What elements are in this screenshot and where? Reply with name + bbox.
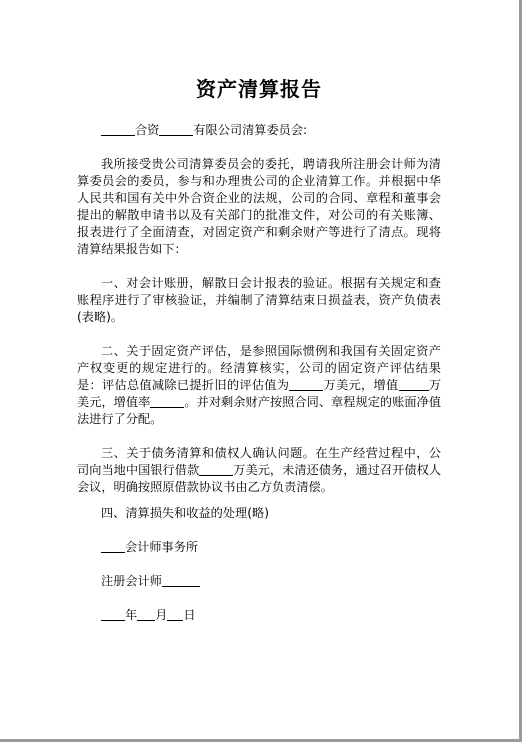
blank-month[interactable] — [137, 608, 155, 621]
blank-jv-partner[interactable] — [101, 123, 135, 136]
report-date: 年 月 日 — [77, 607, 441, 624]
intro-paragraph: 我所接受贵公司清算委员会的委托，聘请我所注册会计师为清算委员会的委员，参与和办理贵公司的企业清算工作。并根据中华人民共和国有关中外合资企业的法规，公司的合同、章程和董事会提出的解散申请书以及有关部门的批准文件，对公司的有关账簿、报表进行了全面清查，对固定资产和剩余财产等进行了清点。现将清算结果报告如下： — [77, 157, 441, 256]
section-4-paragraph: 四、清算损失和收益的处理(略) — [101, 506, 269, 520]
report-title: 资产清算报告 — [196, 77, 322, 101]
blank-appreciation[interactable] — [399, 378, 429, 391]
section-1-paragraph: 一、对会计账册，解散日会计报表的验证。根据有关规定和查账程序进行了审核验证，并编制了清算结束日损益表，资产负债表(表略)。 — [77, 276, 441, 324]
section-2-paragraph: 二、关于固定资产评估，是参照国际惯例和我国有关固定资产产权变更的规定进行的。经清算核实，公司的固定资产评估结果是：评估总值减除已提折旧的评估值为 万美元，增值 万美元，增值率 。并对剩余财产按照合同、章程规定的账面净值法进行了分配。 — [77, 344, 442, 426]
blank-company-name[interactable] — [159, 123, 193, 136]
blank-firm-name[interactable] — [101, 540, 125, 553]
blank-year[interactable] — [101, 608, 125, 621]
blank-accountant-name[interactable] — [162, 574, 200, 587]
salutation: 合资 有限公司清算委员会: — [77, 122, 441, 139]
report-body — [77, 76, 441, 624]
firm-signature: 会计师事务所 — [77, 539, 441, 556]
accountant-signature: 注册会计师 — [77, 573, 441, 590]
blank-loan-amount[interactable] — [199, 463, 233, 476]
blank-appreciation-rate[interactable] — [150, 395, 184, 408]
section-3-paragraph: 三、关于债务清算和债权人确认问题。在生产经营过程中，公司向当地中国银行借款 万美元，未清还债务，通过召开债权人会议，明确按照原借款协议书由乙方负责清偿。 — [77, 446, 442, 494]
blank-day[interactable] — [167, 608, 183, 621]
blank-net-value[interactable] — [289, 378, 323, 391]
